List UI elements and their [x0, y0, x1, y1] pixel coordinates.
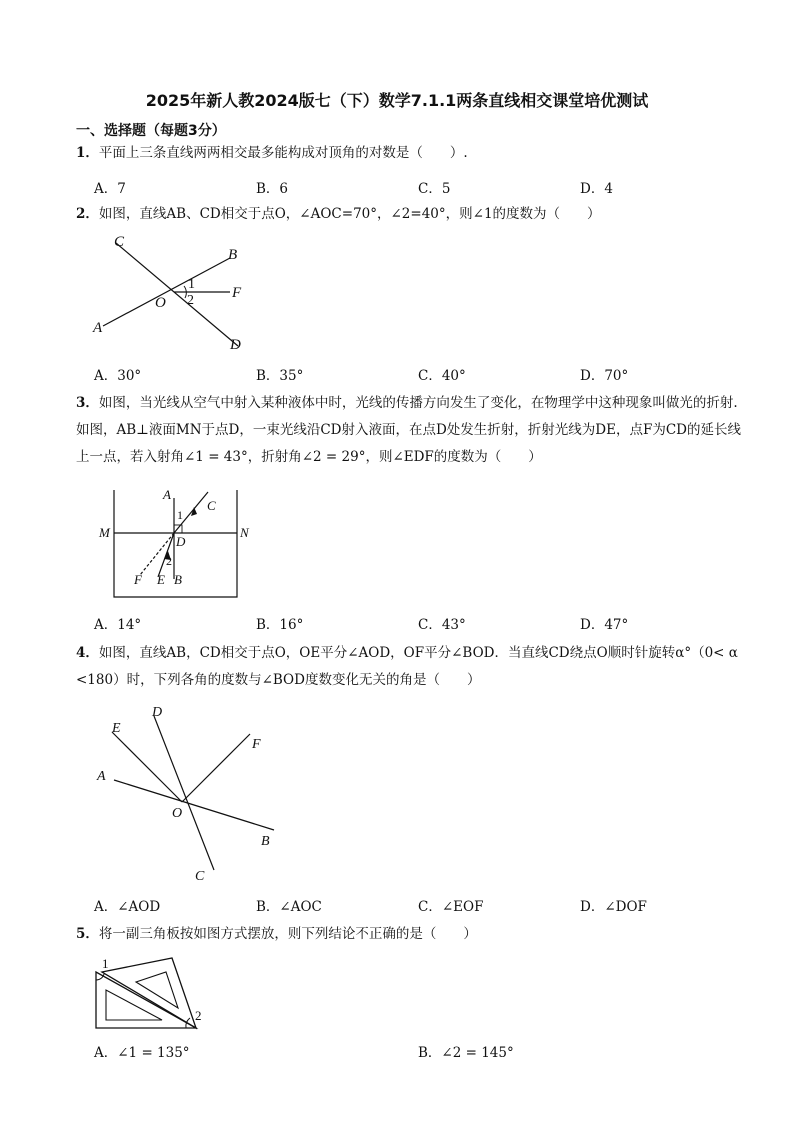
- section-heading: 一、选择题（每题3分）: [76, 123, 226, 139]
- label-d: D: [230, 337, 241, 353]
- option-d: D．47°: [580, 617, 629, 633]
- option-d: D．4: [580, 181, 613, 197]
- label-d: D: [176, 534, 186, 549]
- label-c: C: [114, 234, 125, 250]
- option-b: B．16°: [256, 617, 304, 633]
- label-angle-2: 2: [187, 293, 194, 308]
- label-e: E: [157, 572, 165, 587]
- option-a: A．30°: [94, 368, 142, 384]
- question-text: 如图，当光线从空气中射入某种液体中时，光线的传播方向发生了变化，在物理学中这种现象叫做光的折射.如图，AB⊥液面MN于点D，一束光线沿CD射入液面，在点D处发生折射，折射光线为DE，点F为CD的延长线上一点，若入射角∠1 = 43°，折射角∠2 = 29°，则∠EDF的度数为（ ）: [76, 395, 741, 465]
- label-b: B: [228, 247, 238, 263]
- option-a: A．∠1 = 135°: [94, 1045, 190, 1061]
- option-d: D．70°: [580, 368, 629, 384]
- option-b: B．∠AOC: [256, 899, 322, 915]
- label-angle-2: 2: [195, 1008, 202, 1023]
- label-o: O: [155, 295, 166, 311]
- question-text: 如图，直线AB，CD相交于点O，OE平分∠AOD，OF平分∠BOD．当直线CD绕点O顺时针旋转α°（0< α <180）时，下列各角的度数与∠BOD度数变化无关的角是（ ）: [76, 645, 738, 688]
- label-n: N: [240, 525, 249, 540]
- label-d: D: [152, 705, 163, 720]
- label-f: F: [232, 285, 242, 301]
- label-angle-1: 1: [102, 956, 109, 971]
- label-b: B: [261, 834, 270, 849]
- figure-q2: [88, 228, 258, 356]
- option-a: A．7: [94, 181, 126, 197]
- option-c: C．43°: [418, 617, 466, 633]
- label-angle-1: 1: [188, 277, 195, 292]
- option-c: C．∠EOF: [418, 899, 484, 915]
- option-c: C．5: [418, 181, 451, 197]
- question-number: 4．: [76, 645, 99, 661]
- option-b: B．6: [256, 181, 289, 197]
- label-f: F: [252, 737, 261, 752]
- figure-q5: [92, 950, 214, 1032]
- figure-q3: [96, 486, 258, 602]
- question-number: 2．: [76, 206, 99, 222]
- question-text: 如图，直线AB、CD相交于点O，∠AOC=70°，∠2=40°，则∠1的度数为（ ）: [98, 206, 601, 222]
- question-5: [76, 921, 744, 948]
- question-number: 3．: [76, 395, 99, 411]
- question-2: [76, 201, 744, 228]
- label-f: F: [134, 572, 142, 587]
- page-title: 2025年新人教2024版七（下）数学7.1.1两条直线相交课堂培优测试: [145, 91, 649, 110]
- label-b: B: [174, 572, 182, 587]
- question-number: 1．: [76, 145, 99, 161]
- label-m: M: [99, 525, 110, 540]
- figure-q4: [92, 702, 282, 886]
- option-b: B．∠2 = 145°: [418, 1045, 514, 1061]
- label-e: E: [112, 721, 121, 736]
- question-text: 平面上三条直线两两相交最多能构成对顶角的对数是（ ）.: [98, 145, 468, 161]
- label-a: A: [97, 769, 106, 784]
- option-a: A．∠AOD: [94, 899, 161, 915]
- option-d: D．∠DOF: [580, 899, 647, 915]
- option-a: A．14°: [94, 617, 142, 633]
- label-a: A: [163, 487, 171, 502]
- label-a: A: [93, 320, 103, 336]
- question-4: [76, 640, 744, 694]
- question-number: 5．: [76, 926, 99, 942]
- label-angle-2: 2: [166, 554, 172, 568]
- question-3: [76, 390, 744, 471]
- option-c: C．40°: [418, 368, 466, 384]
- option-b: B．35°: [256, 368, 304, 384]
- label-c: C: [207, 498, 216, 513]
- label-c: C: [195, 869, 205, 884]
- question-text: 将一副三角板按如图方式摆放，则下列结论不正确的是（ ）: [98, 926, 477, 942]
- question-1: [76, 140, 744, 167]
- label-angle-1: 1: [177, 508, 183, 522]
- label-o: O: [172, 806, 183, 821]
